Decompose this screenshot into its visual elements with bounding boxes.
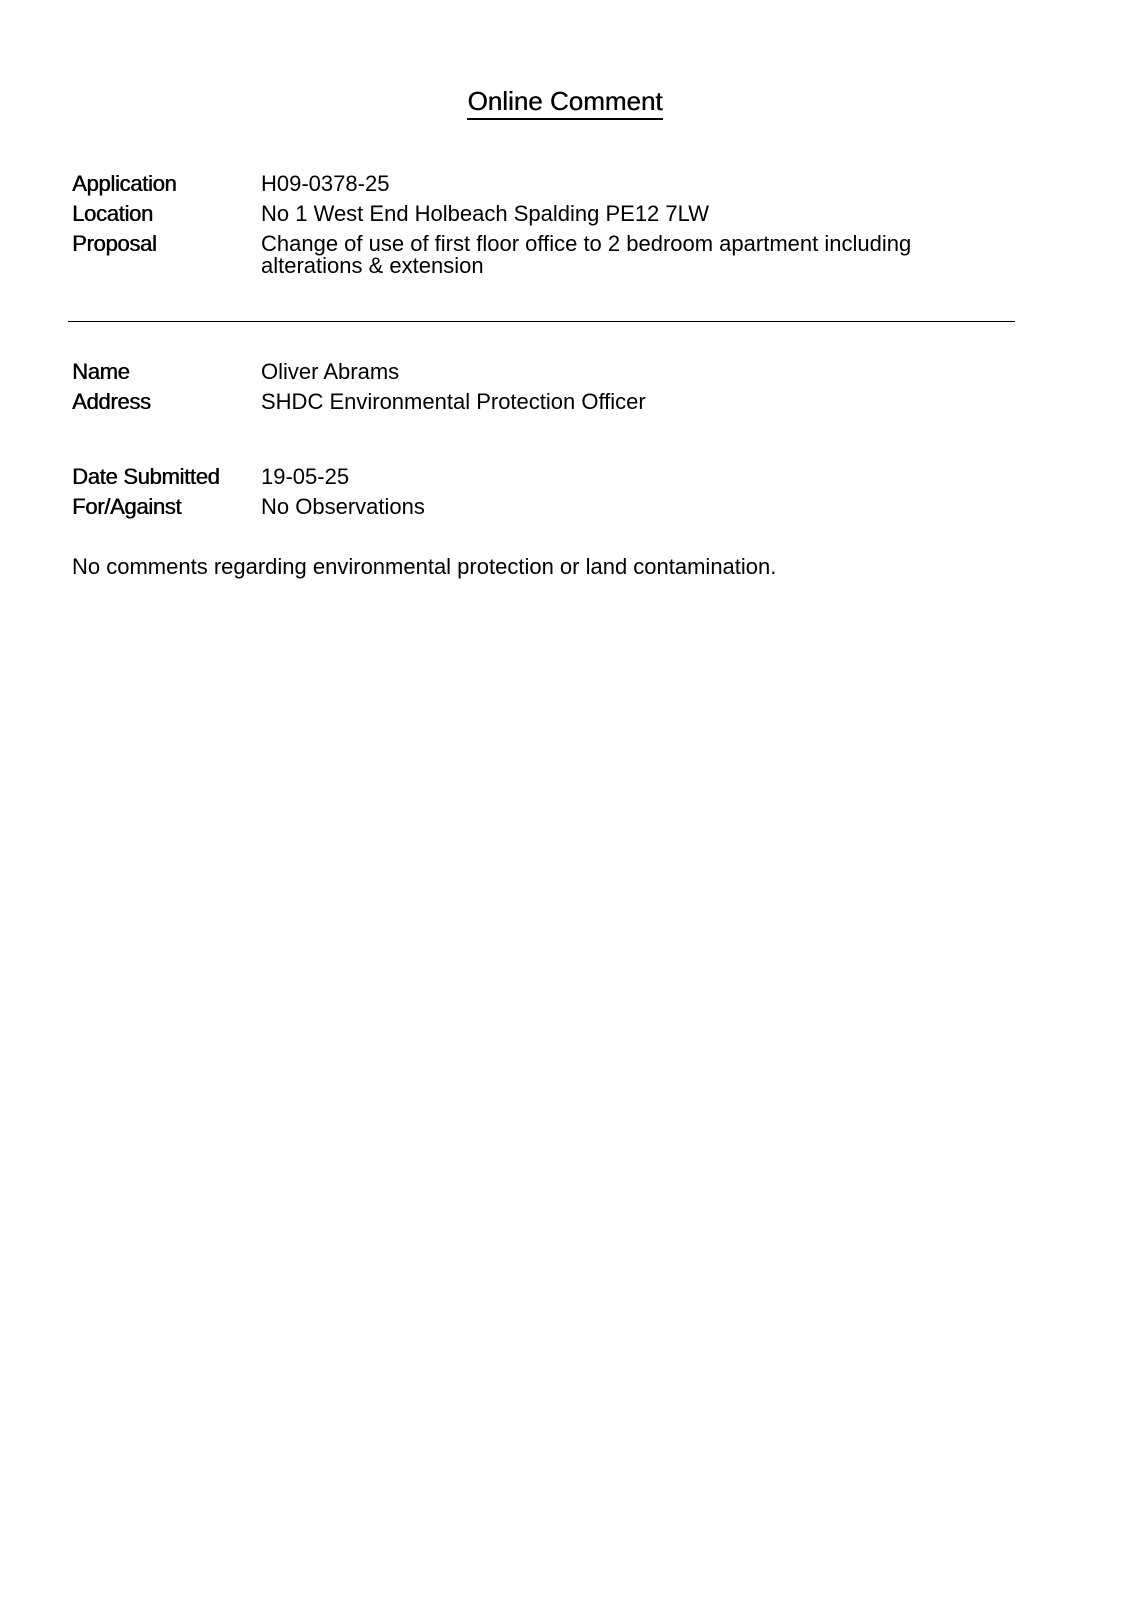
application-value: H09-0378-25 (261, 171, 390, 196)
application-label: Application (72, 171, 177, 196)
page-title (0, 85, 1130, 120)
proposal-value-line2: alterations & extension (261, 253, 484, 278)
name-label: Name (72, 359, 130, 384)
proposal-value (261, 232, 961, 278)
proposal-value-line1: Change of use of first floor office to 2 bedroom apartment including (261, 231, 912, 256)
for-against-label: For/Against (72, 494, 182, 519)
address-value: SHDC Environmental Protection Officer (261, 389, 646, 414)
date-submitted-value: 19-05-25 (261, 464, 350, 489)
address-label: Address (72, 389, 151, 414)
section-divider (68, 321, 1015, 322)
proposal-label: Proposal (72, 231, 157, 256)
location-label: Location (72, 201, 153, 226)
page-title-text: Online Comment (467, 85, 662, 120)
location-value: No 1 West End Holbeach Spalding PE12 7LW (261, 201, 710, 226)
date-submitted-label: Date Submitted (72, 464, 220, 489)
name-value: Oliver Abrams (261, 359, 400, 384)
comment-text: No comments regarding environmental protection or land contamination. (72, 554, 777, 579)
for-against-value: No Observations (261, 494, 425, 519)
